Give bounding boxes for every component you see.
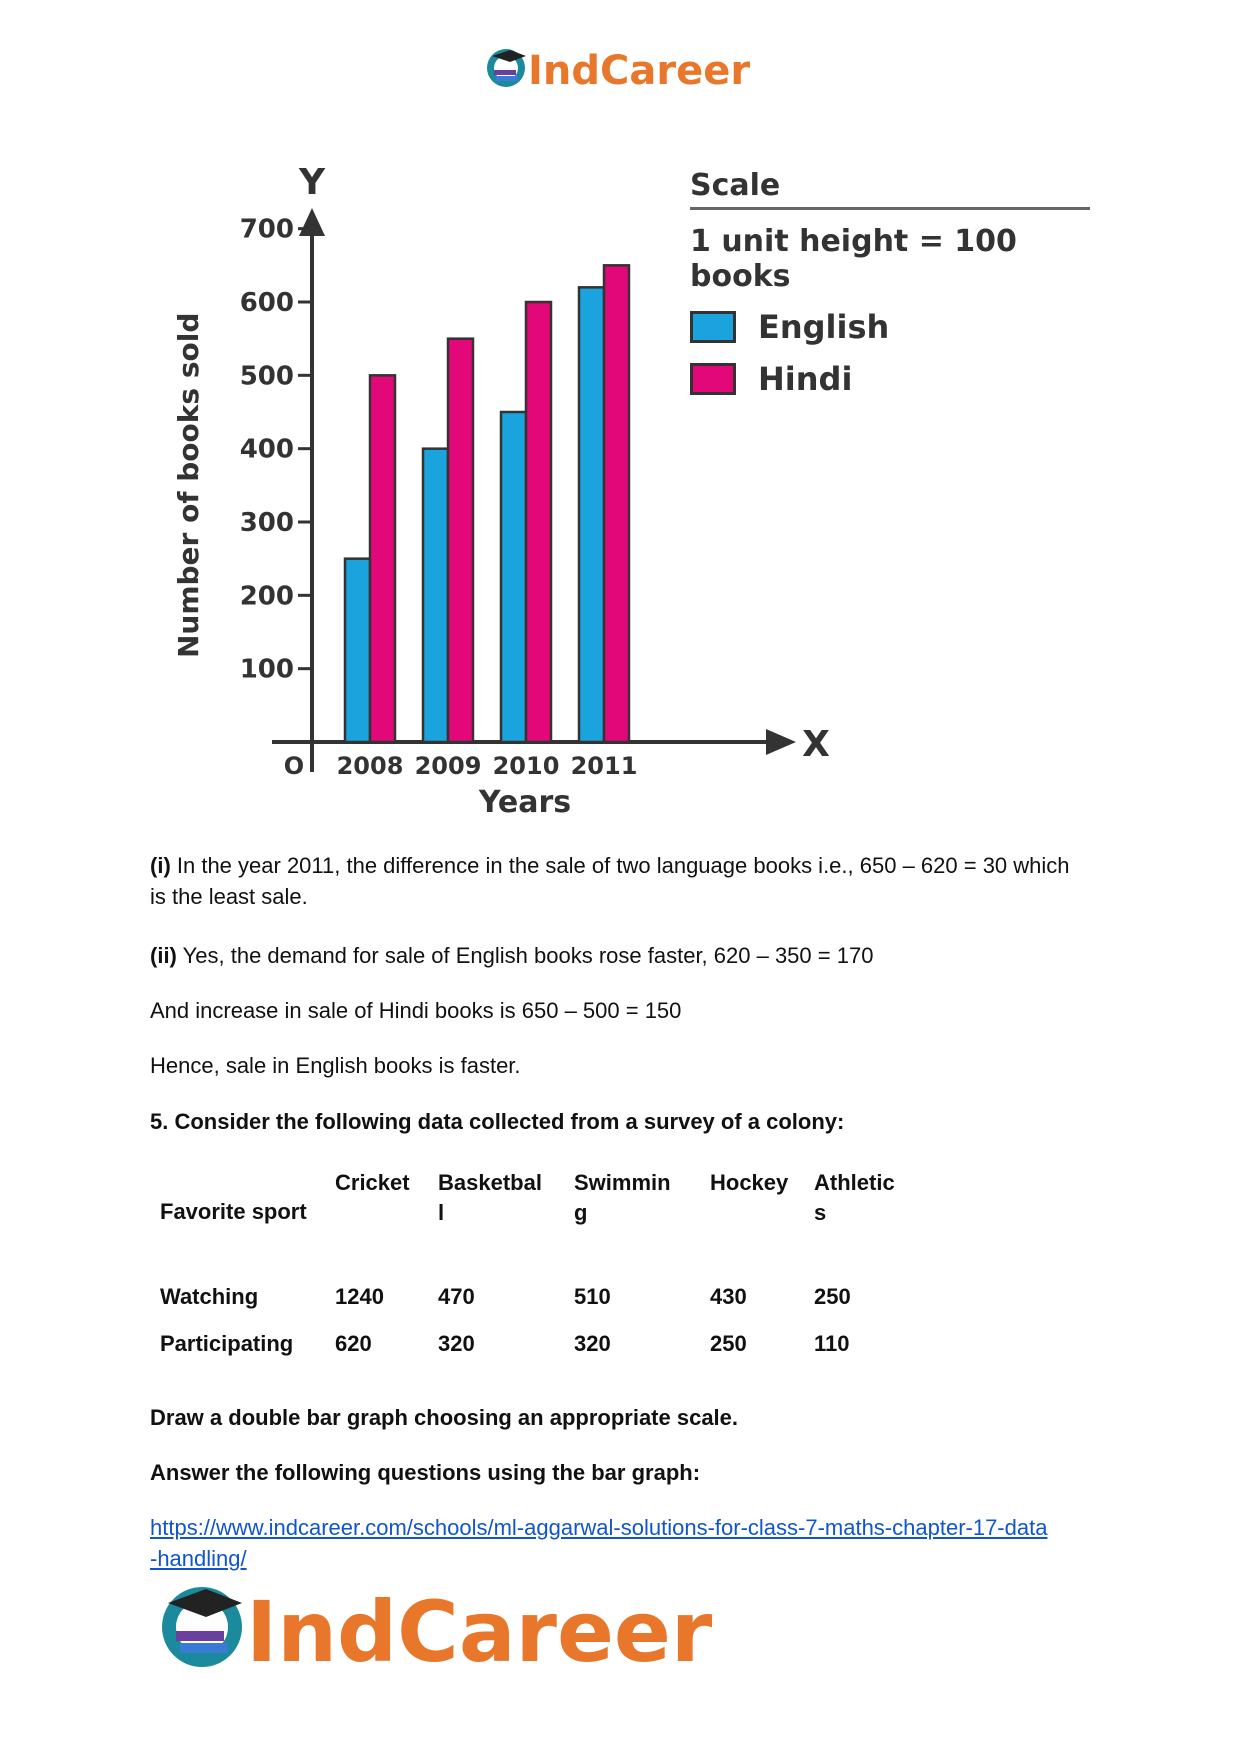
question-heading: 5. Consider the following data collected from a survey of a colony:	[150, 1109, 845, 1134]
legend-label-hindi: Hindi	[758, 360, 853, 398]
bar-hindi-2008	[370, 375, 395, 742]
y-axis-arrow	[299, 208, 325, 236]
table-cell: 250	[710, 1331, 747, 1356]
legend-item-english	[690, 308, 1090, 346]
bar-hindi-2010	[526, 302, 551, 742]
x-tick-label: 2010	[492, 752, 560, 780]
legend-item-hindi	[690, 360, 1090, 398]
logo-wordmark: IndCareer	[246, 1583, 713, 1681]
legend-swatch-english	[690, 311, 736, 343]
y-tick-label: 500	[239, 361, 294, 392]
bar-english-2011	[579, 287, 604, 742]
legend-scale: 1 unit height = 100 books	[690, 224, 1017, 294]
y-tick-label: 200	[239, 581, 294, 612]
table-cell: 250	[814, 1284, 851, 1309]
table-cell: Watching	[160, 1284, 259, 1309]
table-cell: 430	[710, 1284, 747, 1309]
bar-english-2008	[345, 559, 370, 742]
bar-hindi-2011	[604, 265, 629, 742]
prompt: Answer the following questions using the bar graph:	[150, 1460, 701, 1485]
legend-label-english: English	[758, 308, 890, 346]
bar-hindi-2009	[448, 339, 473, 742]
instruction: Draw a double bar graph choosing an appropriate scale.	[150, 1405, 739, 1430]
source-link-line-2[interactable]: -handling/	[150, 1546, 247, 1571]
table-header-cell: Athletic s	[814, 1170, 895, 1225]
legend-title: Scale	[690, 168, 1090, 210]
indcareer-logo-bottom	[160, 1575, 720, 1681]
y-tick-label: 400	[239, 434, 294, 465]
graduation-cap-books-icon	[487, 49, 526, 87]
legend-swatch-hindi	[690, 363, 736, 395]
table-header-row	[150, 1168, 924, 1256]
origin-label: O	[283, 752, 305, 780]
table-cell: Participating	[160, 1331, 294, 1356]
logo-wordmark: IndCareer	[528, 48, 751, 94]
table-cell: 620	[335, 1331, 372, 1356]
y-tick-label: 700	[239, 214, 294, 245]
x-tick-label: 2009	[414, 752, 482, 780]
answer-i-text: In the year 2011, the difference in the sale of two language books i.e., 650 – 620 = 30 which is the least sale.	[150, 853, 1070, 909]
table-cell: 510	[574, 1284, 611, 1309]
answer-line-3: And increase in sale of Hindi books is 650 – 500 = 150	[150, 998, 682, 1023]
y-axis-letter: Y	[298, 162, 326, 203]
table-header-cell: Swimmin g	[574, 1170, 671, 1225]
x-axis-letter: X	[802, 724, 830, 765]
y-axis-label: Number of books sold	[172, 312, 205, 659]
x-tick-label: 2011	[570, 752, 638, 780]
table-row	[150, 1256, 924, 1316]
table-header-cell: Cricket	[335, 1170, 410, 1195]
bar-english-2010	[501, 412, 526, 742]
indcareer-logo-top	[486, 40, 766, 96]
table-cell: 320	[438, 1331, 475, 1356]
table-cell: 470	[438, 1284, 475, 1309]
answer-ii-label: (ii)	[150, 943, 177, 968]
y-tick-label: 600	[239, 288, 294, 318]
answer-ii-text: Yes, the demand for sale of English books rose faster, 620 – 350 = 170	[176, 943, 874, 968]
bar-english-2009	[423, 449, 448, 742]
answer-ii	[150, 940, 1090, 971]
answer-i	[150, 850, 1090, 912]
source-link-line-1[interactable]: https://www.indcareer.com/schools/ml-aggarwal-solutions-for-class-7-maths-chapter-17-data	[150, 1515, 1048, 1540]
table-cell: 1240	[335, 1284, 384, 1309]
table-header-cell: Basketbal l	[438, 1170, 542, 1225]
y-tick-label: 100	[239, 654, 294, 685]
chart-legend	[690, 168, 1090, 398]
table-header-cell: Favorite sport	[160, 1199, 307, 1224]
x-tick-label: 2008	[336, 752, 404, 780]
table-header-cell: Hockey	[710, 1170, 789, 1195]
x-axis-label: Years	[478, 785, 572, 820]
y-tick-label: 300	[239, 508, 294, 538]
source-link[interactable]	[150, 1512, 1110, 1574]
table-cell: 110	[814, 1331, 850, 1356]
answer-i-label: (i)	[150, 853, 171, 878]
x-axis-arrow	[766, 729, 796, 755]
table-cell: 320	[574, 1331, 611, 1356]
survey-table	[150, 1168, 924, 1372]
graduation-cap-books-icon	[162, 1587, 242, 1667]
answer-line-4: Hence, sale in English books is faster.	[150, 1053, 521, 1078]
table-row	[150, 1316, 924, 1372]
